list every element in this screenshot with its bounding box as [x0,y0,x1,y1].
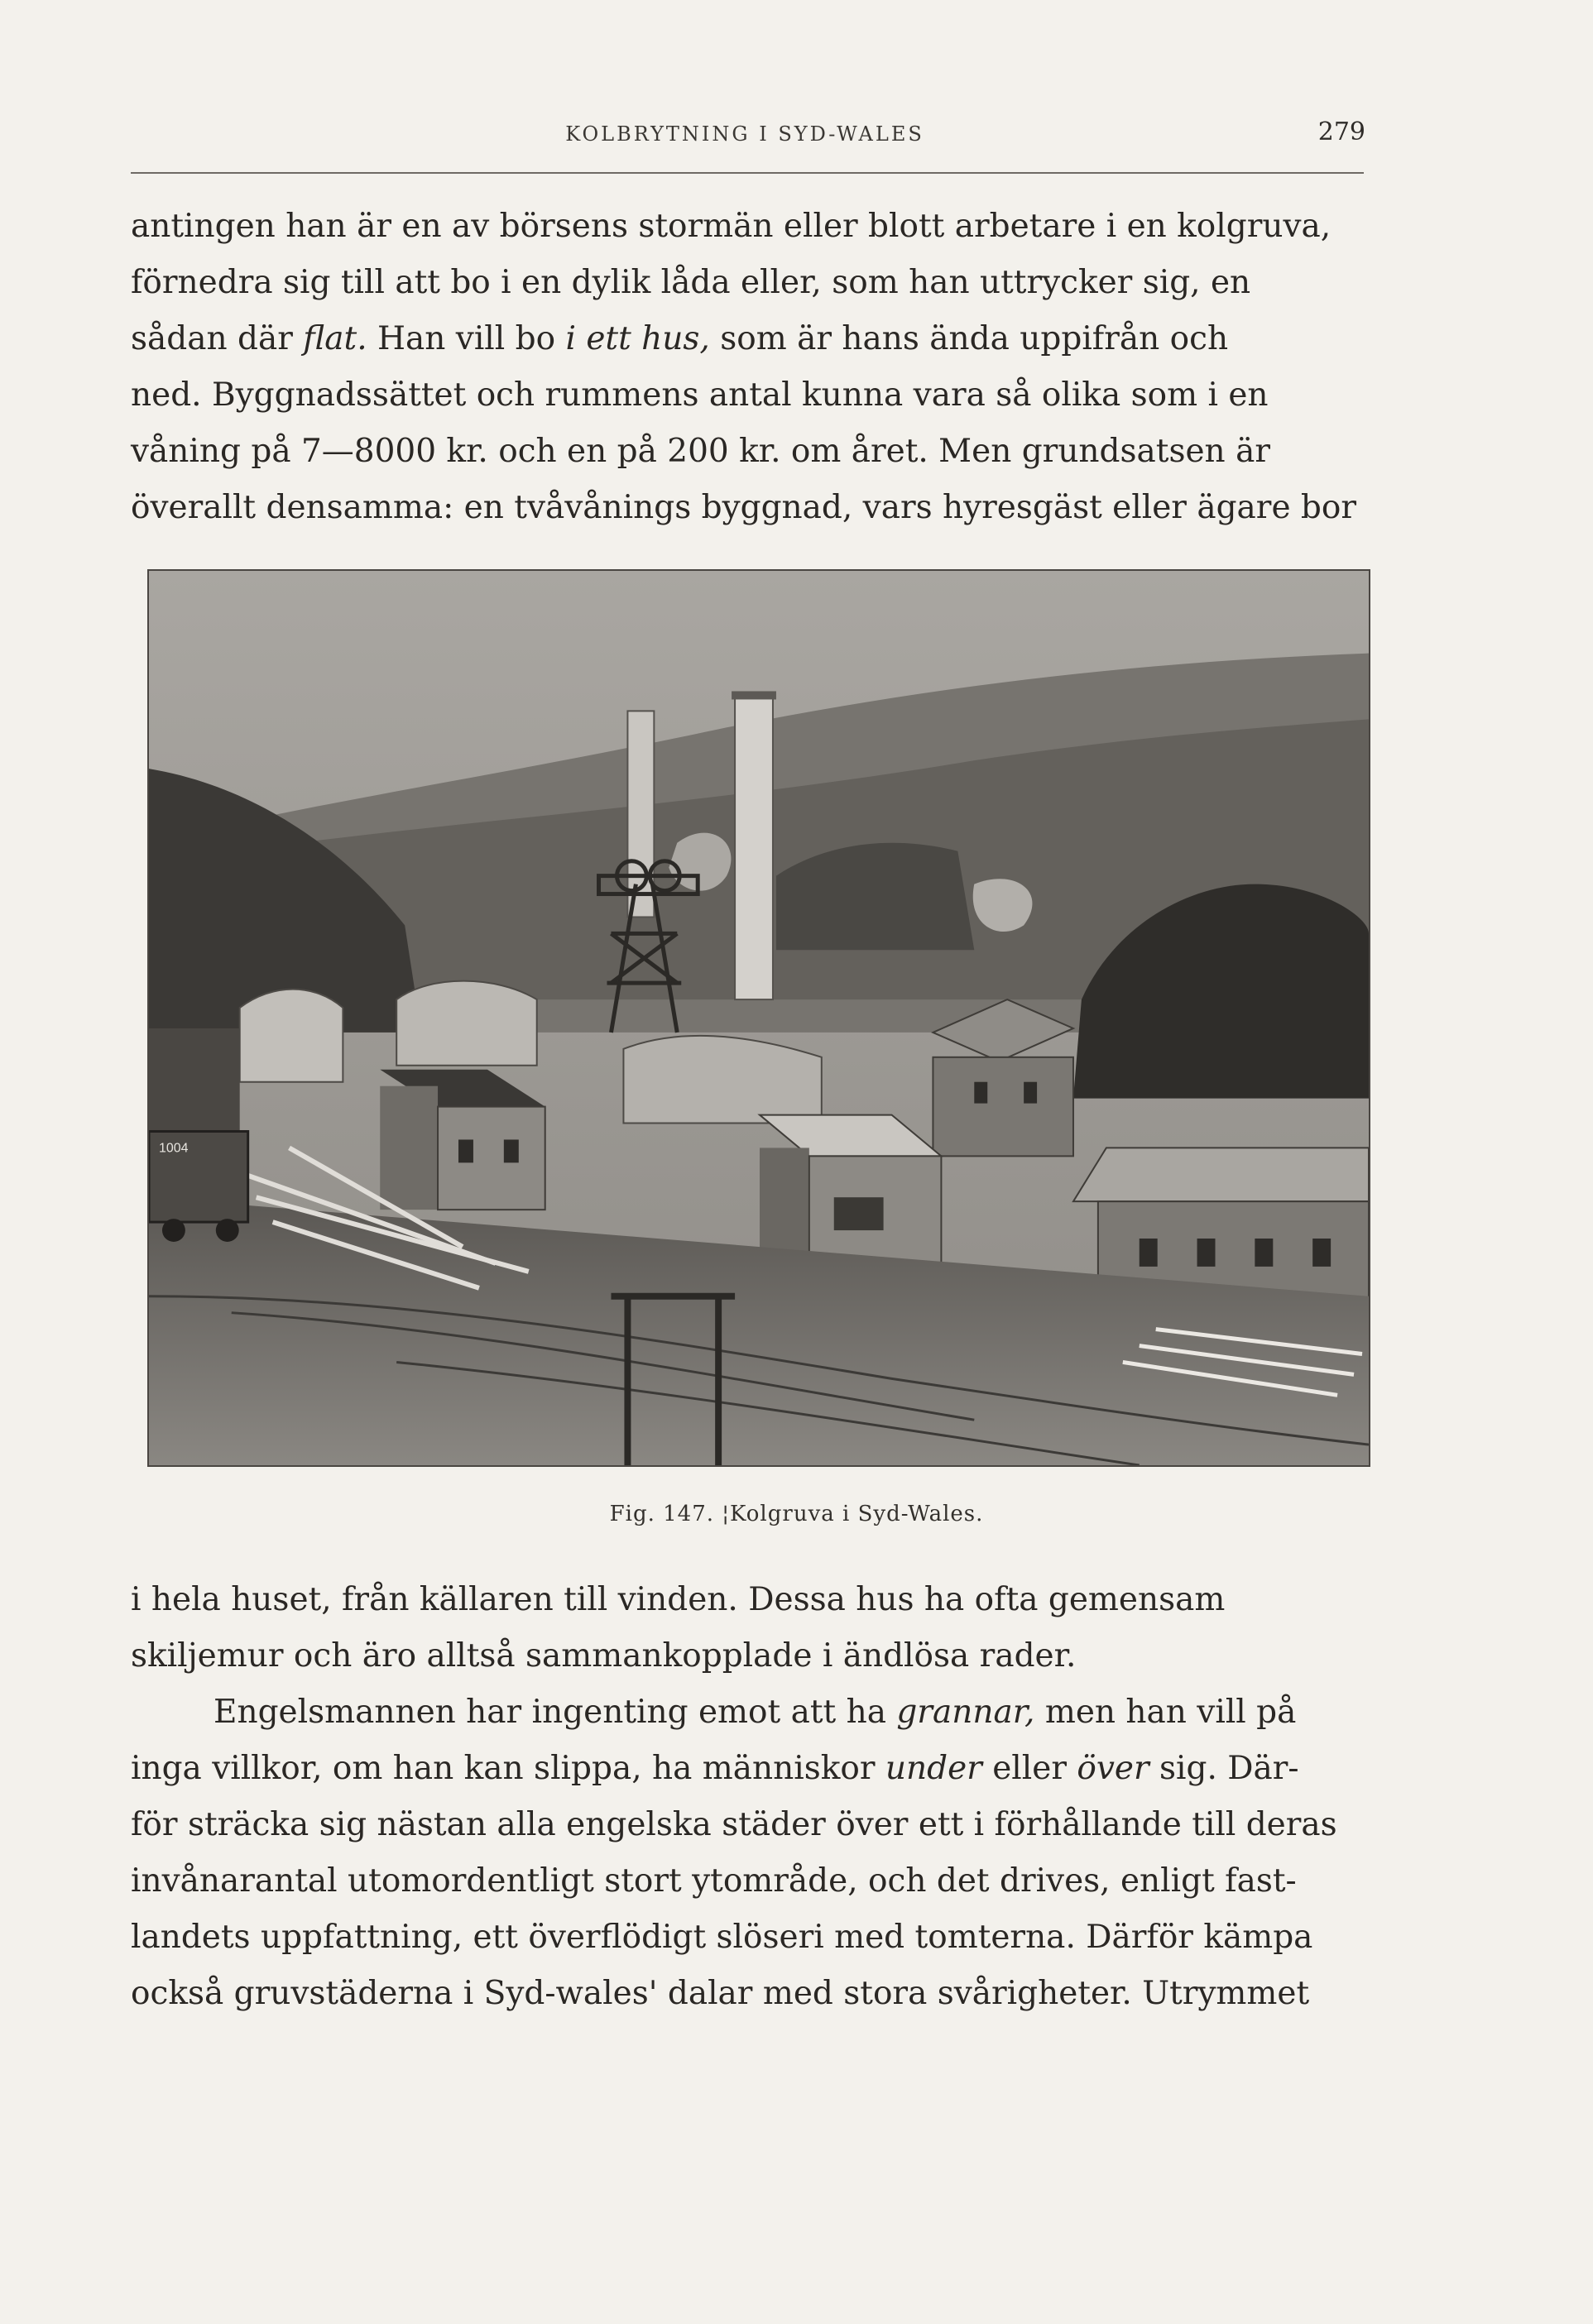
photo-illustration [149,571,1369,1465]
text-run: Han vill bo [367,320,566,357]
italic-term-under: under [885,1750,982,1787]
text-line: skiljemur och äro alltså sammankopplade i ändlösa rader. [131,1637,1077,1675]
text-run: men han vill på [1034,1694,1297,1731]
text-run: eller [981,1750,1077,1787]
text-line: överallt densamma: en tvåvånings byggnad, vars hyresgäst eller ägare bor [131,489,1357,526]
text-line [131,1741,1367,1797]
text-run: sådan där [131,320,304,357]
coal-mine-photograph [147,569,1370,1467]
text-run: inga villkor, om han kan slippa, ha människor [131,1750,885,1787]
page-header [124,117,1365,164]
italic-term-ett-hus: i ett hus, [565,320,710,357]
paragraph-bottom [131,1572,1367,2022]
italic-term-over: över [1077,1750,1149,1787]
text-line [131,1684,1367,1741]
text-line: också gruvstäderna i Syd-wales' dalar med stora svårigheter. Utrymmet [131,1975,1310,2012]
text-line: antingen han är en av börsens stormän eller blott arbetare i en kolgruva, [131,208,1331,245]
running-title: KOLBRYTNING I SYD-WALES [565,122,924,146]
text-line: invånarantal utomordentligt stort ytområde, och det drives, enligt fast- [131,1862,1297,1900]
text-line: våning på 7—8000 kr. och en på 200 kr. om året. Men grundsatsen är [131,433,1270,470]
page-number: 279 [1317,117,1365,146]
text-line: i hela huset, från källaren till vinden. Dessa hus ha ofta gemensam [131,1581,1226,1618]
text-line: landets uppfattning, ett överflödigt slöseri med tomterna. Därför kämpa [131,1919,1313,1956]
wagon-number-label: 1004 [158,1141,189,1156]
text-run: sig. Där- [1149,1750,1299,1787]
text-run: Engelsmannen har ingenting emot att ha [214,1694,897,1731]
italic-term-flat: flat. [303,320,367,357]
paragraph-top [131,199,1367,536]
header-rule [131,172,1364,174]
italic-term-grannar: grannar, [896,1694,1035,1731]
text-line: för sträcka sig nästan alla engelska städer över ett i förhållande till deras [131,1806,1337,1843]
text-line: förnedra sig till att bo i en dylik låda eller, som han uttrycker sig, en [131,264,1251,301]
text-line [131,311,1367,367]
text-line: ned. Byggnadssättet och rummens antal kunna vara så olika som i en [131,376,1269,414]
text-run: som är hans ända uppifrån och [709,320,1229,357]
figure-caption: Fig. 147. ¦Kolgruva i Syd-Wales. [609,1502,984,1526]
